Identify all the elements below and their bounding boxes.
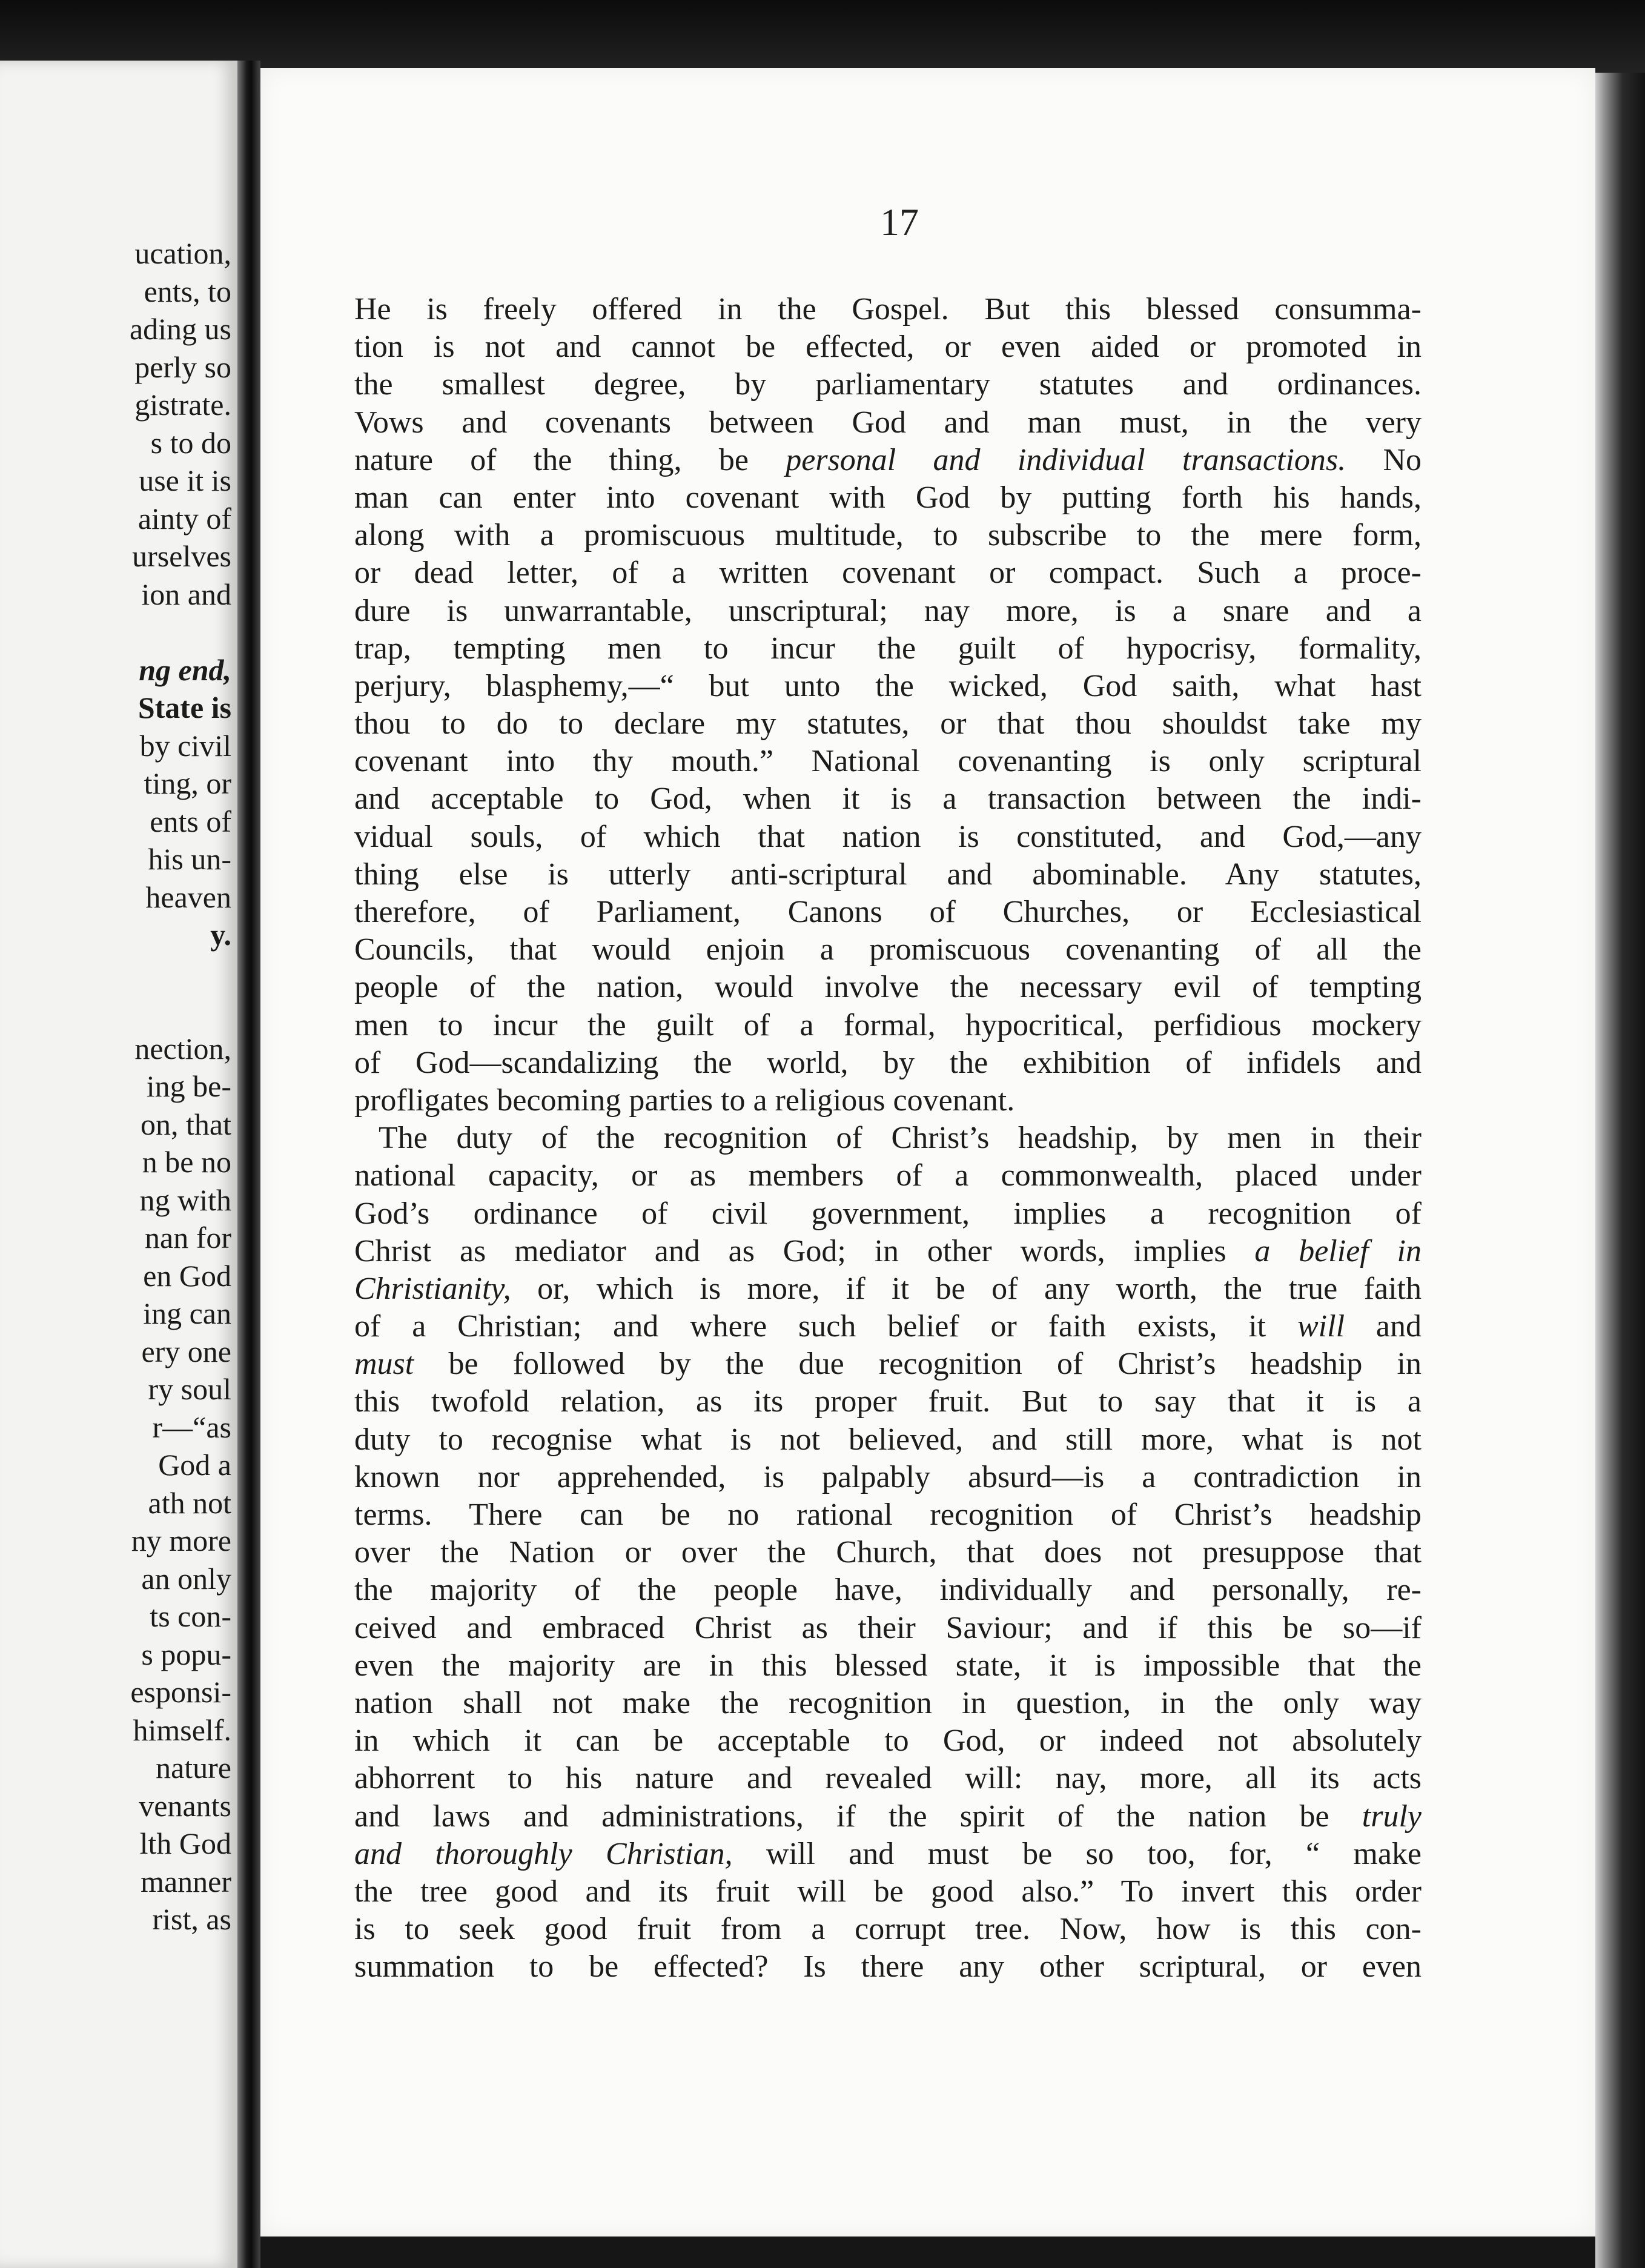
left-page-fragment: ucation, bbox=[134, 236, 231, 270]
text-line bbox=[354, 1007, 1422, 1044]
left-page-fragment: on, that bbox=[141, 1107, 231, 1141]
text-run: Christ as mediator and as God; in other words, implies bbox=[354, 1233, 1255, 1268]
text-line bbox=[354, 1270, 1422, 1308]
text-run: men to incur the guilt of a formal, hypocritical, perfidious mockery bbox=[354, 1007, 1422, 1043]
italic-phrase: truly bbox=[1362, 1799, 1422, 1834]
text-line bbox=[354, 1157, 1422, 1195]
text-line bbox=[354, 1233, 1422, 1270]
left-page-fragment: by civil bbox=[139, 728, 231, 763]
text-run: duty to recognise what is not believed, and still more, what is not bbox=[354, 1422, 1422, 1457]
italic-phrase: will bbox=[1297, 1309, 1345, 1344]
left-page-fragment: y. bbox=[210, 918, 231, 952]
text-line bbox=[354, 291, 1422, 328]
text-run: this twofold relation, as its proper fruit. But to say that it is a bbox=[354, 1384, 1422, 1419]
text-run: even the majority are in this blessed state, it is impossible that the bbox=[354, 1648, 1422, 1683]
text-line bbox=[354, 1798, 1422, 1835]
text-line bbox=[354, 442, 1422, 479]
text-run: Councils, that would enjoin a promiscuous covenanting of all the bbox=[354, 932, 1422, 967]
text-line bbox=[354, 969, 1422, 1006]
page-number: 17 bbox=[880, 201, 919, 244]
italic-phrase: Christianity, bbox=[354, 1271, 511, 1306]
left-page-fragment: ading us bbox=[129, 312, 231, 346]
italic-phrase: must bbox=[354, 1347, 414, 1382]
left-page-fragment: ery one bbox=[141, 1334, 231, 1368]
book-gutter bbox=[237, 61, 260, 2268]
left-page-fragment: en God bbox=[143, 1258, 231, 1293]
left-page-fragment: ents of bbox=[150, 804, 231, 838]
text-run: of a Christian; and where such belief or faith exists, it bbox=[354, 1309, 1297, 1344]
text-line bbox=[354, 404, 1422, 442]
italic-phrase: personal and individual transactions. bbox=[786, 442, 1346, 477]
text-line bbox=[354, 780, 1422, 818]
text-line bbox=[354, 1195, 1422, 1233]
left-page-fragment: nection, bbox=[134, 1031, 231, 1066]
left-page-fragment: lth God bbox=[139, 1826, 231, 1860]
left-page-fragment: manner bbox=[141, 1864, 231, 1898]
text-run: along with a promiscuous multitude, to subscribe to the mere form, bbox=[354, 518, 1422, 553]
text-run: tion is not and cannot be effected, or even aided or promoted in bbox=[354, 330, 1422, 365]
left-page-fragment: nature bbox=[156, 1751, 231, 1785]
left-page-fragment: an only bbox=[141, 1561, 231, 1596]
text-run: perjury, blasphemy,—“ but unto the wicked, God saith, what hast bbox=[354, 668, 1422, 703]
text-run: profligates becoming parties to a religious covenant. bbox=[354, 1083, 1015, 1118]
text-run: or, which is more, if it be of any worth, the true faith bbox=[511, 1271, 1422, 1306]
text-run: the majority of the people have, individually and personally, re- bbox=[354, 1573, 1422, 1608]
left-page-fragment: nan for bbox=[145, 1221, 231, 1255]
text-line bbox=[354, 1308, 1422, 1345]
left-page-fragment: ting, or bbox=[144, 766, 231, 800]
left-page-fragment: ents, to bbox=[144, 274, 231, 308]
left-page-fragment: ry soul bbox=[148, 1372, 231, 1406]
text-run: man can enter into covenant with God by putting forth his hands, bbox=[354, 480, 1422, 515]
text-line bbox=[354, 894, 1422, 931]
text-run: nation shall not make the recognition in question, in the only way bbox=[354, 1685, 1422, 1720]
body-text bbox=[354, 291, 1422, 1986]
text-run: and acceptable to God, when it is a transaction between the indi- bbox=[354, 781, 1422, 817]
left-page-fragment: ng end, bbox=[139, 652, 231, 687]
text-line bbox=[354, 479, 1422, 517]
text-line bbox=[354, 366, 1422, 403]
page-edge bbox=[1595, 73, 1645, 2268]
text-line bbox=[354, 1571, 1422, 1609]
text-line bbox=[354, 592, 1422, 630]
left-page-fragment: heaven bbox=[145, 880, 231, 914]
left-page-fragment: ainty of bbox=[137, 501, 231, 536]
left-page-fragment: r—“as bbox=[152, 1410, 231, 1444]
left-page-fragment: God a bbox=[158, 1448, 231, 1482]
left-page-fragment: urselves bbox=[132, 539, 231, 573]
italic-phrase: and thoroughly Christian, bbox=[354, 1836, 733, 1871]
text-line bbox=[354, 1496, 1422, 1534]
text-line bbox=[354, 1082, 1422, 1119]
text-line bbox=[354, 1119, 1422, 1157]
text-line bbox=[354, 630, 1422, 668]
text-line bbox=[354, 705, 1422, 743]
text-line bbox=[354, 668, 1422, 705]
text-line bbox=[354, 1835, 1422, 1873]
left-page-fragment: venants bbox=[139, 1788, 231, 1823]
text-line bbox=[354, 1873, 1422, 1911]
text-run: vidual souls, of which that nation is constituted, and God,—any bbox=[354, 819, 1422, 854]
text-line bbox=[354, 1685, 1422, 1722]
left-page-fragment: himself. bbox=[133, 1713, 231, 1747]
text-run: dure is unwarrantable, unscriptural; nay more, is a snare and a bbox=[354, 593, 1422, 628]
text-line bbox=[354, 517, 1422, 554]
text-run: will and must be so too, for, “ make bbox=[732, 1836, 1422, 1871]
text-line bbox=[354, 1534, 1422, 1571]
text-run: national capacity, or as members of a commonwealth, placed under bbox=[354, 1158, 1422, 1193]
text-run: trap, tempting men to incur the guilt of hypocrisy, formality, bbox=[354, 631, 1422, 666]
text-run: thou to do to declare my statutes, or that thou shouldst take my bbox=[354, 706, 1422, 741]
text-run: summation to be effected? Is there any other scriptural, or even bbox=[354, 1949, 1422, 1984]
text-line bbox=[354, 818, 1422, 856]
left-facing-page bbox=[0, 61, 237, 2268]
text-run: and laws and administrations, if the spirit of the nation be bbox=[354, 1799, 1362, 1834]
left-page-fragment: n be no bbox=[142, 1145, 231, 1179]
text-run: therefore, of Parliament, Canons of Churches, or Ecclesiastical bbox=[354, 895, 1422, 929]
text-line bbox=[354, 1722, 1422, 1760]
text-line bbox=[354, 328, 1422, 366]
left-page-fragment: rist, as bbox=[152, 1902, 231, 1936]
text-line bbox=[354, 1345, 1422, 1383]
text-run: be followed by the due recognition of Christ’s headship in bbox=[414, 1347, 1422, 1382]
left-page-fragment: perly so bbox=[134, 350, 231, 384]
italic-phrase: a belief in bbox=[1254, 1233, 1422, 1268]
text-line bbox=[354, 1459, 1422, 1496]
text-line bbox=[354, 1760, 1422, 1797]
text-line bbox=[354, 1948, 1422, 1986]
text-run: The duty of the recognition of Christ’s headship, by men in their bbox=[379, 1121, 1422, 1156]
text-line bbox=[354, 1044, 1422, 1082]
text-run: of God—scandalizing the world, by the exhibition of infidels and bbox=[354, 1045, 1422, 1080]
text-line bbox=[354, 931, 1422, 969]
left-page-fragment: esponsi- bbox=[130, 1675, 231, 1709]
text-run: God’s ordinance of civil government, implies a recognition of bbox=[354, 1196, 1422, 1231]
text-run: thing else is utterly anti-scriptural and abominable. Any statutes, bbox=[354, 857, 1422, 892]
left-page-fragment: ath not bbox=[148, 1485, 231, 1520]
left-page-fragment: gistrate. bbox=[134, 388, 231, 422]
left-page-fragment: use it is bbox=[139, 463, 231, 497]
left-page-fragment: his un- bbox=[148, 842, 231, 876]
left-page-fragment: ion and bbox=[141, 577, 231, 611]
text-line bbox=[354, 1421, 1422, 1459]
left-page-fragment: s popu- bbox=[141, 1637, 231, 1671]
text-line bbox=[354, 1610, 1422, 1647]
text-run: covenant into thy mouth.” National covenanting is only scriptural bbox=[354, 744, 1422, 779]
text-run: or dead letter, of a written covenant or compact. Such a proce- bbox=[354, 555, 1422, 591]
text-line bbox=[354, 856, 1422, 894]
left-page-fragment: ng with bbox=[139, 1182, 231, 1217]
left-page-fragment: ing can bbox=[143, 1296, 231, 1330]
text-run: known nor apprehended, is palpably absurd—is a contradiction in bbox=[354, 1459, 1422, 1494]
text-run: the smallest degree, by parliamentary statutes and ordinances. bbox=[354, 367, 1422, 402]
text-run: the tree good and its fruit will be good also.” To invert this order bbox=[354, 1874, 1422, 1909]
text-line bbox=[354, 554, 1422, 592]
left-page-fragment: ts con- bbox=[150, 1599, 231, 1633]
text-run: people of the nation, would involve the necessary evil of tempting bbox=[354, 970, 1422, 1005]
text-run: Vows and covenants between God and man must, in the very bbox=[354, 405, 1422, 440]
text-run: in which it can be acceptable to God, or indeed not absolutely bbox=[354, 1723, 1422, 1759]
text-run: over the Nation or over the Church, that does not presuppose that bbox=[354, 1535, 1422, 1570]
left-page-fragment: ny more bbox=[131, 1524, 231, 1557]
text-run: He is freely offered in the Gospel. But this blessed consumma- bbox=[354, 292, 1422, 327]
text-run: nature of the thing, be bbox=[354, 442, 786, 477]
left-page-fragment: State is bbox=[137, 691, 231, 724]
text-run: is to seek good fruit from a corrupt tree. Now, how is this con- bbox=[354, 1912, 1422, 1947]
text-line bbox=[354, 1383, 1422, 1421]
text-run: and bbox=[1345, 1309, 1422, 1344]
text-run: ceived and embraced Christ as their Saviour; and if this be so—if bbox=[354, 1610, 1422, 1645]
text-line bbox=[354, 1647, 1422, 1685]
text-line bbox=[354, 1911, 1422, 1948]
left-page-fragment: ing be- bbox=[146, 1069, 231, 1103]
text-run: abhorrent to his nature and revealed will: nay, more, all its acts bbox=[354, 1761, 1422, 1796]
text-run: terms. There can be no rational recognition of Christ’s headship bbox=[354, 1497, 1422, 1532]
text-run: No bbox=[1346, 442, 1422, 477]
left-page-fragment: s to do bbox=[150, 425, 231, 460]
text-line bbox=[354, 743, 1422, 780]
